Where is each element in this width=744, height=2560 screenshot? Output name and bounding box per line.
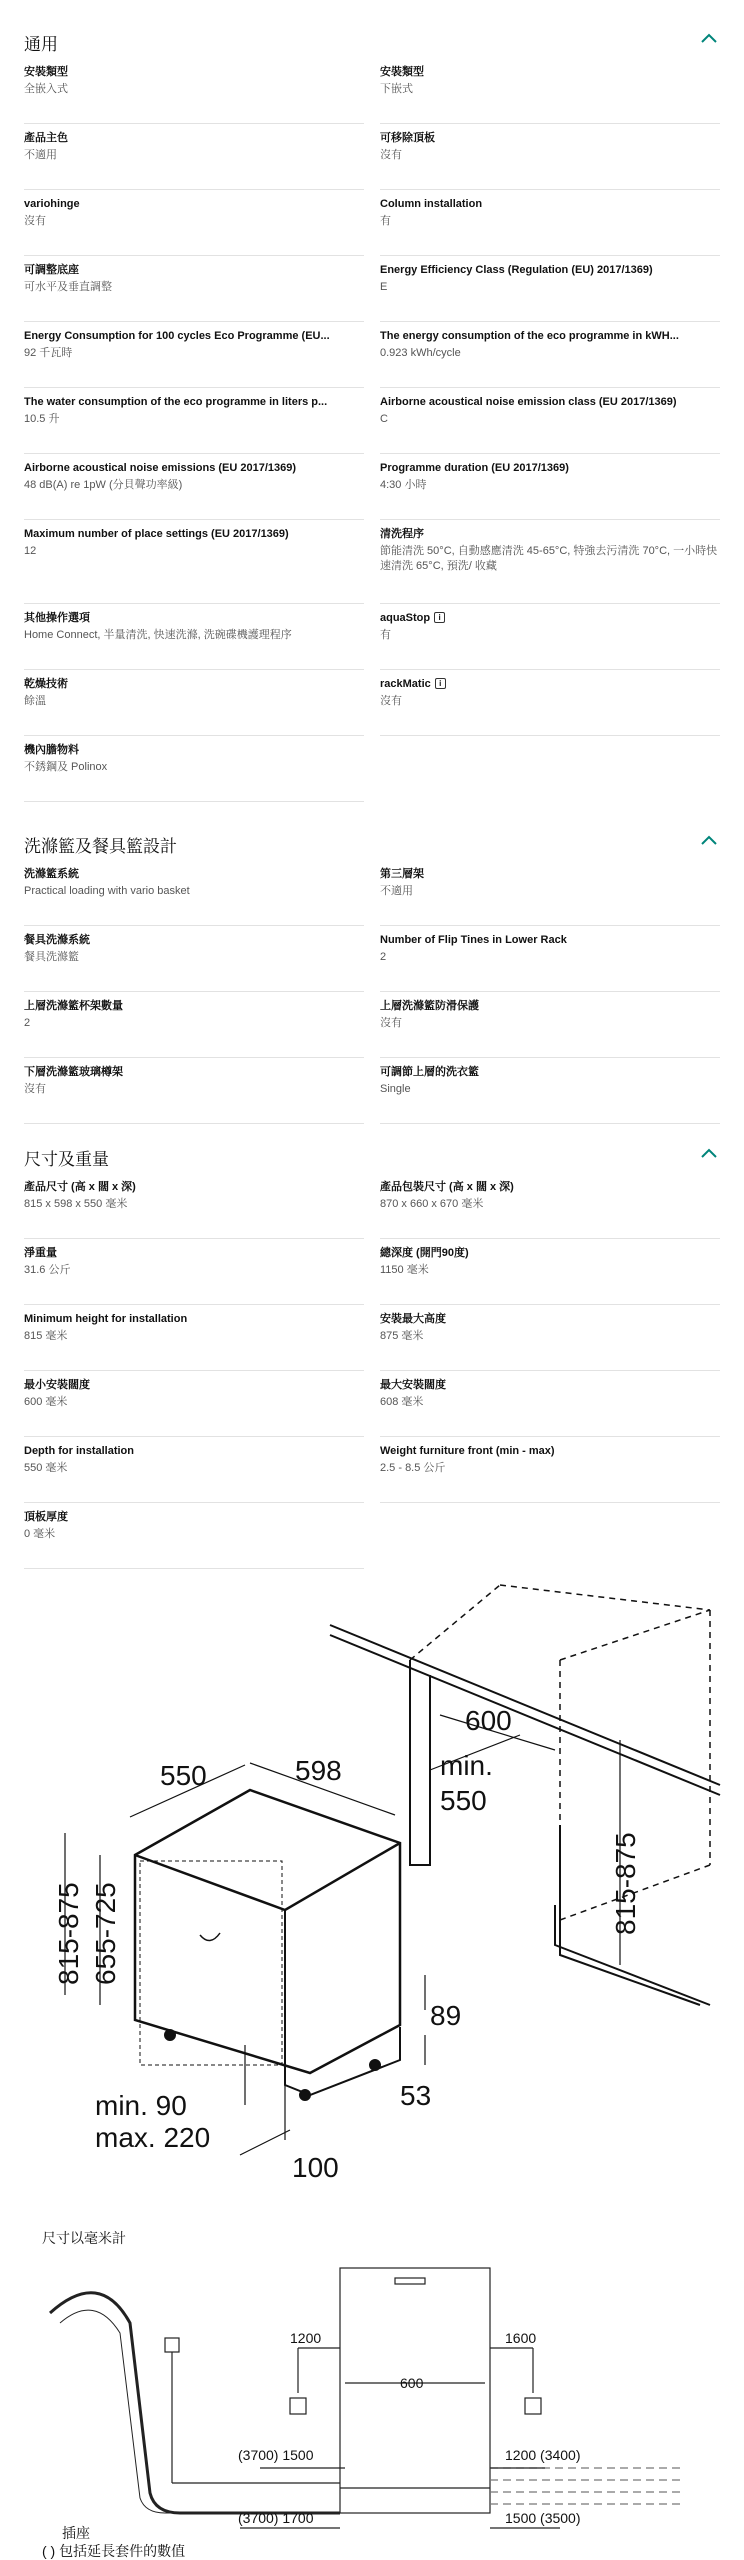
spec-item — [380, 926, 720, 992]
spec-label-text: 洗滌籃系統 — [24, 868, 79, 880]
spec-item — [24, 992, 364, 1058]
spec-item — [24, 58, 364, 124]
spec-item — [380, 604, 720, 670]
spec-label-text: 產品包裝尺寸 (高 x 闊 x 深) — [380, 1181, 514, 1193]
spec-label-text: Column installation — [380, 198, 483, 210]
spec-item — [380, 1173, 720, 1239]
spec-value: Single — [380, 1083, 411, 1095]
spec-label-text: The energy consumption of the eco programme in kWH... — [380, 330, 679, 342]
spec-label-text: 其他操作選項 — [24, 612, 90, 624]
spec-label — [380, 130, 720, 146]
spec-label-text: aquaStop — [380, 612, 431, 624]
spec-value: 0 毫米 — [24, 1528, 56, 1540]
spec-item — [24, 1173, 364, 1239]
spec-item — [380, 58, 720, 124]
spec-value: 0.923 kWh/cycle — [380, 347, 461, 359]
spec-label — [24, 1509, 364, 1525]
spec-value: 沒有 — [24, 1083, 46, 1095]
spec-section — [0, 1133, 744, 1569]
spec-label — [24, 1311, 364, 1327]
section-title: 洗滌籃及餐具籃設計 — [24, 837, 177, 856]
spec-item — [24, 736, 364, 802]
spec-label — [380, 1245, 720, 1261]
spec-label — [24, 1443, 364, 1459]
spec-label — [380, 932, 720, 948]
spec-item — [24, 454, 364, 520]
spec-label — [24, 262, 364, 278]
spec-label-text: 安裝類型 — [380, 66, 424, 78]
spec-value: 沒有 — [24, 215, 46, 227]
spec-label-text: 第三層架 — [380, 868, 424, 880]
spec-label — [380, 64, 720, 80]
dim-1200: 1200 — [290, 2330, 322, 2346]
spec-value: 92 千瓦時 — [24, 347, 73, 359]
section-header[interactable] — [24, 1133, 720, 1173]
spec-value: 2.5 - 8.5 公斤 — [380, 1462, 446, 1474]
spec-item — [380, 388, 720, 454]
spec-label-text: 淨重量 — [24, 1247, 57, 1259]
spec-value: 550 毫米 — [24, 1462, 68, 1474]
spec-value: 有 — [380, 215, 391, 227]
spec-item — [380, 1371, 720, 1437]
spec-label-text: 頂板厚度 — [24, 1511, 68, 1523]
spec-value: 10.5 升 — [24, 413, 60, 425]
spec-item — [24, 1503, 364, 1569]
spec-label — [380, 998, 720, 1014]
spec-label-text: 可調節上層的洗衣籃 — [380, 1066, 479, 1078]
spec-label — [24, 460, 364, 476]
spec-section — [0, 820, 744, 1124]
spec-label — [380, 394, 720, 410]
spec-label — [24, 1179, 364, 1195]
dim-1600: 1600 — [505, 2330, 537, 2346]
spec-label — [380, 1064, 720, 1080]
legend-extension: ( ) 包括延長套件的數值 — [42, 2543, 186, 2559]
spec-label-text: Energy Consumption for 100 cycles Eco Programme (EU... — [24, 330, 330, 342]
spec-item — [24, 322, 364, 388]
spec-label-text: 總深度 (開門90度) — [380, 1247, 469, 1259]
spec-label — [24, 932, 364, 948]
spec-label — [24, 998, 364, 1014]
spec-label-text: Airborne acoustical noise emission class (EU 2017/1369) — [380, 396, 677, 408]
spec-value: 815 x 598 x 550 毫米 — [24, 1198, 128, 1210]
spec-label — [24, 1245, 364, 1261]
spec-label-text: Programme duration (EU 2017/1369) — [380, 462, 569, 474]
spec-label-text: 下層洗滌籃玻璃樽架 — [24, 1066, 123, 1078]
spec-label — [380, 460, 720, 476]
spec-value: 12 — [24, 545, 37, 557]
spec-item — [380, 1058, 720, 1124]
legend-socket: 插座 — [62, 2525, 90, 2541]
spec-value: 875 毫米 — [380, 1330, 424, 1342]
spec-label — [24, 328, 364, 344]
spec-value: Practical loading with vario basket — [24, 885, 190, 897]
spec-label — [24, 1064, 364, 1080]
spec-label-text: Minimum height for installation — [24, 1313, 188, 1325]
spec-item — [24, 860, 364, 926]
spec-value: 有 — [380, 629, 391, 641]
spec-value: 2 — [24, 1017, 31, 1029]
spec-label — [380, 676, 720, 692]
spec-label-text: Weight furniture front (min - max) — [380, 1445, 555, 1457]
connection-length-drawing — [0, 2198, 744, 2560]
spec-label-text: 清洗程序 — [380, 528, 424, 540]
spec-label-text: 上層洗滌籃杯架數量 — [24, 1000, 123, 1012]
spec-label-text: 機內膽物料 — [24, 744, 79, 756]
spec-label-text: 安裝類型 — [24, 66, 68, 78]
spec-item — [24, 256, 364, 322]
spec-value: 815 毫米 — [24, 1330, 68, 1342]
chevron-up-icon[interactable] — [700, 32, 718, 44]
dim-3700-1700: (3700) 1700 — [238, 2510, 314, 2526]
dim-815-875-right: 815-875 — [610, 1832, 641, 1935]
dim-1200-3400: 1200 (3400) — [505, 2447, 581, 2463]
spec-label — [24, 196, 364, 212]
spec-value: 870 x 660 x 670 毫米 — [380, 1198, 484, 1210]
spec-item — [380, 1437, 720, 1503]
dim-655-725: 655-725 — [90, 1882, 121, 1985]
spec-label-text: 最大安裝闊度 — [380, 1379, 446, 1391]
spec-label — [24, 610, 364, 626]
spec-value: 沒有 — [380, 695, 402, 707]
dim-550b: 550 — [440, 1785, 487, 1816]
spec-label — [24, 1377, 364, 1393]
spec-value: 沒有 — [380, 1017, 402, 1029]
spec-value: 1150 毫米 — [380, 1264, 429, 1276]
spec-value: 不銹鋼及 Polinox — [24, 761, 108, 773]
spec-item — [380, 190, 720, 256]
dim-600: 600 — [465, 1705, 512, 1736]
spec-grid — [24, 860, 720, 1124]
dim-598: 598 — [295, 1755, 342, 1786]
spec-value: 不適用 — [380, 885, 413, 897]
spec-item — [380, 520, 720, 604]
installation-dimension-drawing — [0, 1565, 744, 2195]
spec-item — [380, 1239, 720, 1305]
spec-label-text: 乾燥技術 — [24, 678, 68, 690]
info-icon[interactable]: i — [434, 612, 445, 623]
spec-value: 全嵌入式 — [24, 83, 68, 95]
spec-label-text: Depth for installation — [24, 1445, 134, 1457]
spec-label — [24, 64, 364, 80]
spec-value: 31.6 公斤 — [24, 1264, 71, 1276]
chevron-up-icon[interactable] — [700, 834, 718, 846]
spec-item — [380, 1305, 720, 1371]
spec-section — [0, 18, 744, 802]
spec-label — [24, 676, 364, 692]
dim-815-875-left: 815-875 — [53, 1882, 84, 1985]
spec-item — [380, 670, 720, 736]
spec-value: 沒有 — [380, 149, 402, 161]
spec-label-text: 上層洗滌籃防滑保護 — [380, 1000, 479, 1012]
dim-600: 600 — [400, 2375, 424, 2391]
spec-label — [380, 610, 720, 626]
spec-label-text: 可調整底座 — [24, 264, 79, 276]
spec-label-text: variohinge — [24, 198, 80, 210]
dim-3700-1500: (3700) 1500 — [238, 2447, 314, 2463]
spec-item — [380, 322, 720, 388]
spec-value: 608 毫米 — [380, 1396, 424, 1408]
spec-item — [24, 926, 364, 992]
spec-value: 600 毫米 — [24, 1396, 68, 1408]
unit-note: 尺寸以毫米計 — [42, 2230, 126, 2246]
spec-value: C — [380, 413, 388, 425]
dim-100: 100 — [292, 2152, 339, 2183]
spec-label — [380, 1179, 720, 1195]
spec-label-text: Energy Efficiency Class (Regulation (EU) 2017/1369) — [380, 264, 653, 276]
spec-item — [24, 670, 364, 736]
spec-item — [380, 860, 720, 926]
spec-item — [380, 454, 720, 520]
spec-empty — [380, 736, 720, 802]
dim-min-label: min. — [440, 1750, 493, 1781]
spec-value: 餘溫 — [24, 695, 46, 707]
spec-item — [24, 1371, 364, 1437]
spec-value: 節能清洗 50°C, 自動感應清洗 45-65°C, 特強去污清洗 70°C, 一小時快速清洗 65°C, 預洗/ 收藏 — [380, 545, 718, 572]
spec-value: 4:30 小時 — [380, 479, 427, 491]
spec-label-text: rackMatic — [380, 678, 431, 690]
spec-value: E — [380, 281, 388, 293]
section-header[interactable] — [24, 18, 720, 58]
spec-label-text: 可移除頂板 — [380, 132, 435, 144]
spec-item — [24, 124, 364, 190]
spec-label — [24, 526, 364, 542]
spec-label-text: 安裝最大高度 — [380, 1313, 446, 1325]
spec-label — [380, 196, 720, 212]
spec-label-text: 產品尺寸 (高 x 闊 x 深) — [24, 1181, 136, 1193]
spec-item — [24, 1058, 364, 1124]
spec-item — [24, 604, 364, 670]
chevron-up-icon[interactable] — [700, 1147, 718, 1159]
spec-label — [380, 1311, 720, 1327]
spec-label — [24, 742, 364, 758]
spec-label-text: 產品主色 — [24, 132, 68, 144]
spec-label-text: 最小安裝闊度 — [24, 1379, 90, 1391]
dim-89: 89 — [430, 2000, 462, 2031]
spec-value: 2 — [380, 951, 387, 963]
info-icon[interactable]: i — [435, 678, 446, 689]
spec-grid — [24, 1173, 720, 1569]
spec-item — [380, 992, 720, 1058]
dim-min-90: min. 90 — [95, 2090, 187, 2121]
spec-item — [380, 256, 720, 322]
spec-label — [380, 262, 720, 278]
spec-item — [24, 520, 364, 604]
spec-label — [24, 866, 364, 882]
spec-label-text: The water consumption of the eco programme in liters p... — [24, 396, 328, 408]
dim-53: 53 — [400, 2080, 432, 2111]
spec-item — [24, 1437, 364, 1503]
spec-value: 餐具洗滌籃 — [24, 951, 79, 963]
dim-max-220: max. 220 — [95, 2122, 211, 2153]
dim-1500-3500: 1500 (3500) — [505, 2510, 581, 2526]
spec-item — [24, 1305, 364, 1371]
section-header[interactable] — [24, 820, 720, 860]
spec-label — [24, 130, 364, 146]
spec-item — [380, 124, 720, 190]
dim-550: 550 — [160, 1760, 207, 1791]
spec-value: Home Connect, 半量清洗, 快速洗滌, 洗碗碟機護理程序 — [24, 629, 292, 641]
spec-item — [24, 388, 364, 454]
spec-grid — [24, 58, 720, 802]
spec-label-text: Airborne acoustical noise emissions (EU 2017/1369) — [24, 462, 297, 474]
spec-label — [380, 526, 720, 542]
spec-value: 可水平及垂直調整 — [24, 281, 112, 293]
spec-label — [380, 866, 720, 882]
spec-item — [24, 1239, 364, 1305]
spec-label — [380, 1443, 720, 1459]
spec-label — [380, 328, 720, 344]
spec-label — [24, 394, 364, 410]
section-title: 尺寸及重量 — [24, 1150, 109, 1169]
spec-value: 不適用 — [24, 149, 57, 161]
spec-label-text: 餐具洗滌系統 — [24, 934, 90, 946]
spec-label-text: Maximum number of place settings (EU 2017/1369) — [24, 528, 289, 540]
spec-value: 48 dB(A) re 1pW (分貝聲功率級) — [24, 479, 183, 491]
spec-value: 下嵌式 — [380, 83, 413, 95]
section-title: 通用 — [24, 35, 58, 54]
spec-label-text: Number of Flip Tines in Lower Rack — [380, 934, 567, 946]
spec-label — [380, 1377, 720, 1393]
spec-item — [24, 190, 364, 256]
spec-empty — [380, 1503, 720, 1569]
